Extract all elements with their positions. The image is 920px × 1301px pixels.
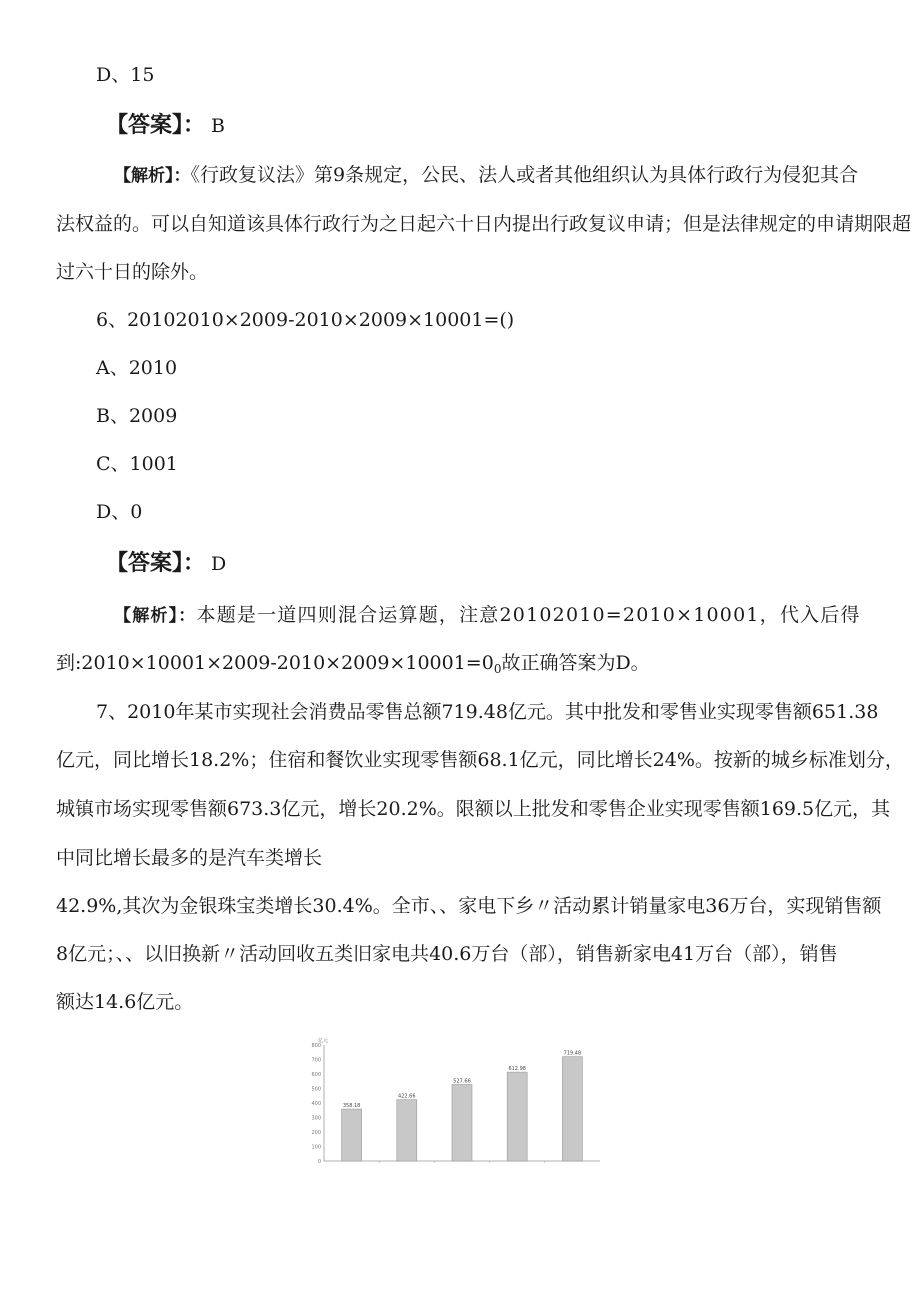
q5-explanation-line-1	[114, 163, 858, 188]
bar-value-label: 422.66	[398, 1093, 416, 1100]
bar	[342, 1109, 362, 1161]
q7-line-7: 额达14.6亿元。	[56, 991, 194, 1013]
y-axis-label: 亿元	[318, 1038, 329, 1044]
explanation-subscript: 0	[493, 662, 502, 676]
q7-line-2: 亿元，同比增长18.2%；住宿和餐饮业实现零售额68.1亿元，同比增长24%。按新的城乡标准划分，	[56, 749, 904, 771]
y-tick-label: 600	[311, 1072, 321, 1078]
explanation-tag: 【解析】：	[114, 166, 191, 186]
q6-explanation-line-1	[114, 603, 861, 628]
bar-value-label: 358.18	[342, 1103, 361, 1110]
q6-question: 6、20102010×2009-2010×2009×10001=()	[96, 309, 515, 331]
q7-line-5: 42.9%,其次为金银珠宝类增长30.4%。全市、、家电下乡〃活动累计销量家电36万台，实现销售额	[56, 895, 882, 917]
y-tick-label: 300	[311, 1115, 321, 1122]
q5-option-d: D、15	[96, 64, 155, 86]
explanation-text-a: 到:2010×10001×2009-2010×2009×10001=0	[56, 652, 494, 674]
answer-label: 【答案】：	[106, 113, 206, 138]
bar-value-label: 527.66	[453, 1078, 471, 1085]
bar	[397, 1100, 417, 1161]
bar-chart	[300, 1030, 610, 1170]
bar-value-label: 719.48	[563, 1050, 582, 1057]
explanation-tag: 【解析】：	[114, 606, 197, 626]
bar-value-label: 612.98	[508, 1066, 526, 1073]
explanation-text-b: 故正确答案为D。	[501, 652, 650, 674]
q6-option-c: C、1001	[96, 453, 178, 475]
bars	[342, 1051, 583, 1163]
q5-explanation-line-2: 法权益的。可以自知道该具体行政行为之日起六十日内提出行政复议申请；但是法律规定的申请期限超	[56, 213, 912, 235]
explanation-text: 《行政复议法》第9条规定，公民、法人或者其他组织认为具体行政行为侵犯其合	[190, 164, 859, 186]
q6-option-a: A、2010	[96, 357, 178, 379]
q6-option-b: B、2009	[96, 405, 178, 427]
answer-value: D	[211, 553, 227, 575]
answer-value: B	[211, 115, 225, 137]
y-tick-label: 500	[311, 1086, 321, 1093]
q6-answer	[106, 552, 226, 576]
y-tick-label: 0	[317, 1159, 321, 1165]
bar	[562, 1057, 582, 1161]
q6-explanation-line-2	[56, 651, 650, 681]
answer-label: 【答案】：	[106, 551, 206, 576]
y-tick-label: 700	[311, 1057, 321, 1064]
q5-answer	[106, 114, 225, 138]
bar	[452, 1084, 472, 1161]
y-tick-label: 400	[311, 1101, 321, 1107]
y-tick-label: 800	[311, 1043, 321, 1049]
explanation-text: 本题是一道四则混合运算题，注意20102010=2010×10001，代入后得	[196, 604, 861, 626]
q7-line-6: 8亿元；、、以旧换新〃活动回收五类旧家电共40.6万台（部），销售新家电41万台（部），销售	[56, 943, 838, 965]
y-tick-label: 100	[311, 1144, 321, 1151]
q7-line-4: 中同比增长最多的是汽车类增长	[56, 847, 323, 869]
y-tick-label: 200	[311, 1130, 321, 1136]
bar	[507, 1072, 527, 1161]
q6-option-d: D、0	[96, 501, 143, 523]
q5-explanation-line-3: 过六十日的除外。	[56, 261, 209, 283]
q7-line-1: 7、2010年某市实现社会消费品零售总额719.48亿元。其中批发和零售业实现零售额651.38	[96, 701, 879, 723]
y-ticks	[311, 1043, 321, 1165]
q7-line-3: 城镇市场实现零售额673.3亿元，增长20.2%。限额以上批发和零售企业实现零售额169.5亿元，其	[56, 798, 891, 820]
